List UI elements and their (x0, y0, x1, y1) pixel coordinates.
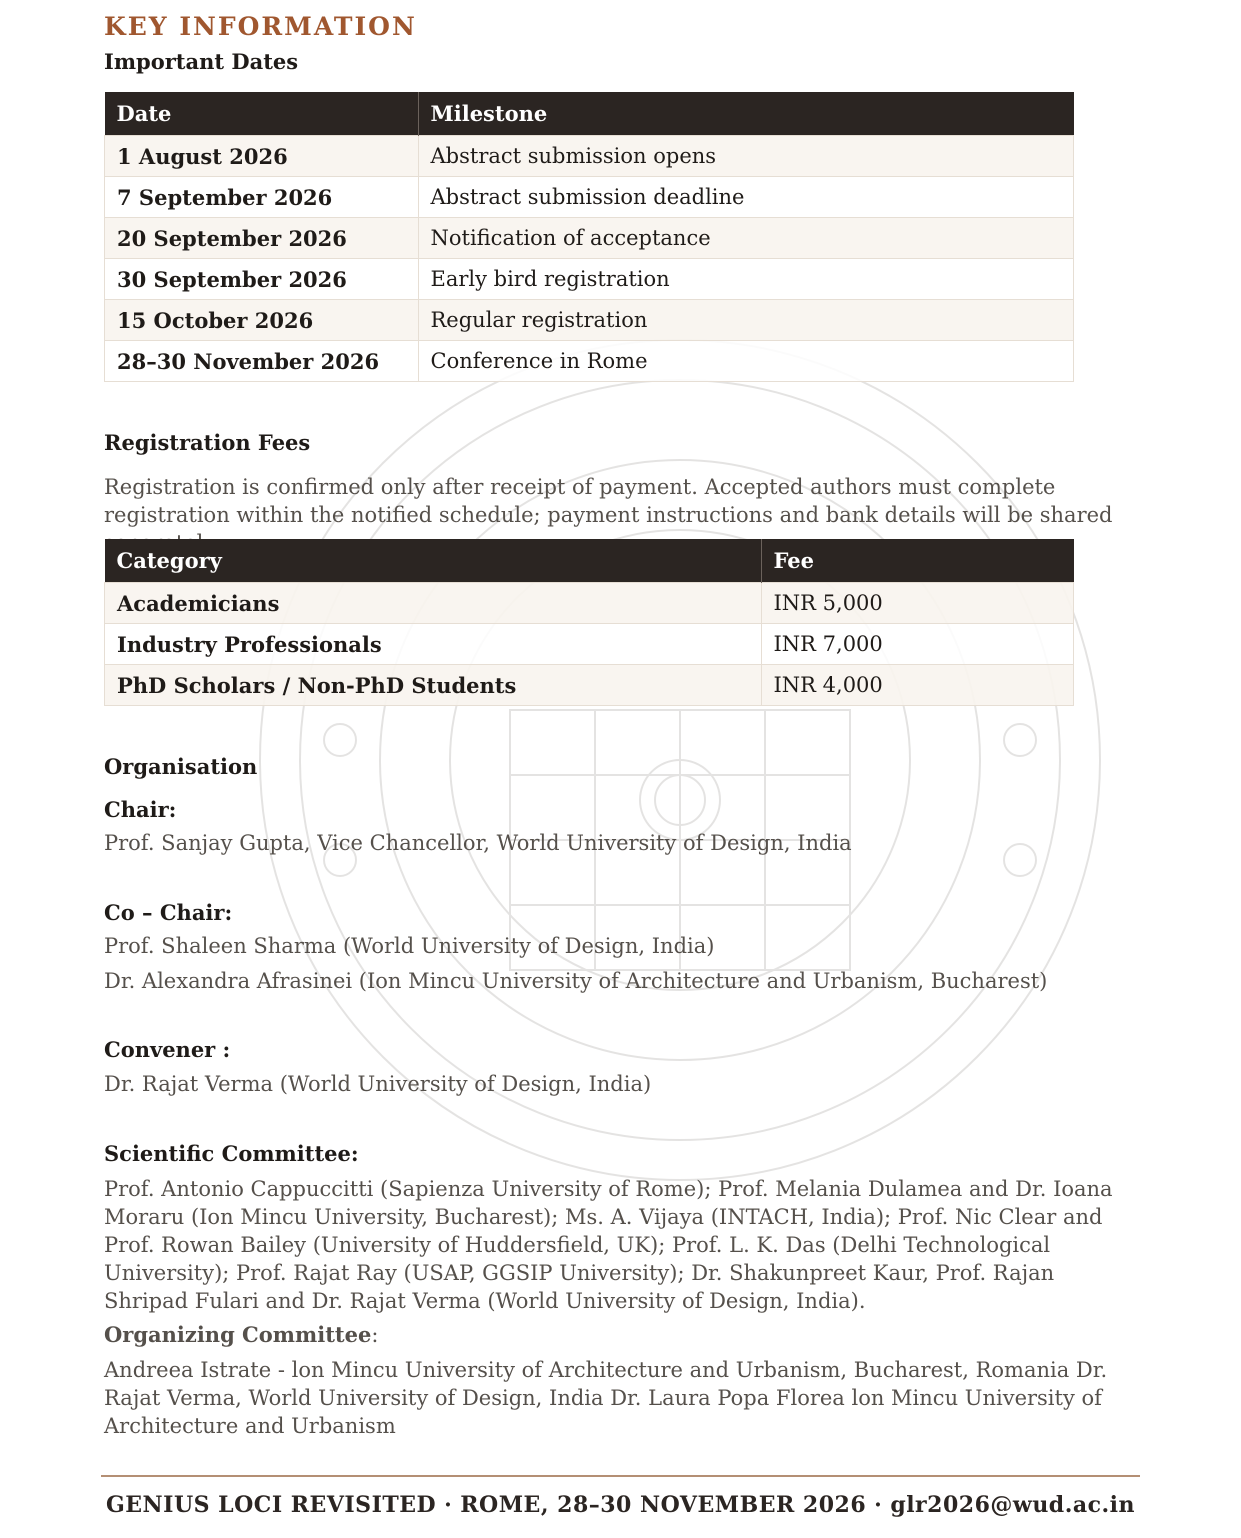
registration-fees-heading: Registration Fees (104, 430, 311, 455)
organizing-committee-label (104, 1322, 378, 1347)
column-header-category: Category (105, 539, 762, 583)
category-cell: Industry Professionals (105, 624, 762, 665)
footer-divider (101, 1475, 1140, 1477)
footer-place-date: ROME, 28–30 NOVEMBER 2026 (460, 1492, 867, 1518)
organizing-committee-colon: : (371, 1323, 379, 1347)
footer-event-name: GENIUS LOCI REVISITED (105, 1492, 437, 1518)
scientific-committee-label: Scientific Committee: (104, 1141, 359, 1166)
category-cell: PhD Scholars / Non-PhD Students (105, 665, 762, 706)
milestone-cell: Abstract submission opens (418, 136, 1074, 177)
chair-name: Prof. Sanjay Gupta, Vice Chancellor, World University of Design, India (104, 831, 852, 855)
column-header-date: Date (105, 92, 419, 136)
fee-cell: INR 5,000 (761, 583, 1074, 624)
table-row (105, 583, 1074, 624)
co-chair-name: Prof. Shaleen Sharma (World University of Design, India) (104, 934, 715, 958)
fee-cell: INR 4,000 (761, 665, 1074, 706)
convener-label: Convener : (104, 1037, 231, 1062)
date-cell: 7 September 2026 (105, 177, 419, 218)
scientific-committee-text: Prof. Antonio Cappuccitti (Sapienza University of Rome); Prof. Melania Dulamea and Dr. Ioana Moraru (Ion Mincu University, Bucharest); Ms. A. Vijaya (INTACH, India); Prof. Nic Clear and Prof. Rowan Bailey (University of Huddersfield, UK); Prof. L. K. Das (Delhi Technological University); Prof. Rajat Ray (USAP, GGSIP University); Dr. Shakunpreet Kaur, Prof. Rajan Shripad Fulari and Dr. Rajat Verma (World University of Design, India). (104, 1177, 1113, 1313)
co-chair-name: Dr. Alexandra Afrasinei (Ion Mincu University of Architecture and Urbanism, Bucharest) (104, 969, 1048, 993)
footer-separator: · (444, 1492, 453, 1518)
date-cell: 28–30 November 2026 (105, 341, 419, 382)
fee-cell: INR 7,000 (761, 624, 1074, 665)
milestone-cell: Conference in Rome (418, 341, 1074, 382)
table-row (105, 136, 1074, 177)
table-row (105, 177, 1074, 218)
registration-fees-table (104, 539, 1074, 706)
organizing-committee-title: Organizing Committee (104, 1322, 372, 1347)
registration-intro-text: Registration is confirmed only after receipt of payment. Accepted authors must complete registration within the notified schedule; payment instructions and bank details will be shared (104, 475, 1113, 527)
important-dates-heading: Important Dates (104, 49, 299, 74)
milestone-cell: Abstract submission deadline (418, 177, 1074, 218)
milestone-cell: Regular registration (418, 300, 1074, 341)
chair-label: Chair: (104, 797, 177, 822)
organizing-committee-text: Andreea Istrate - lon Mincu University of Architecture and Urbanism, Bucharest, Romania Dr. Rajat Verma, World University of Design, India Dr. Laura Popa Florea lon Mincu University of Architecture and Urbanism (104, 1358, 1108, 1438)
table-row (105, 218, 1074, 259)
date-cell: 20 September 2026 (105, 218, 419, 259)
co-chair-label: Co – Chair: (104, 900, 233, 925)
date-cell: 15 October 2026 (105, 300, 419, 341)
table-header-row (105, 539, 1074, 583)
footer (0, 1492, 1241, 1518)
category-cell: Academicians (105, 583, 762, 624)
table-row (105, 300, 1074, 341)
table-row (105, 259, 1074, 300)
date-cell: 1 August 2026 (105, 136, 419, 177)
organisation-heading: Organisation (104, 754, 258, 779)
key-information-heading: KEY INFORMATION (104, 12, 417, 41)
column-header-fee: Fee (761, 539, 1074, 583)
milestone-cell: Early bird registration (418, 259, 1074, 300)
milestone-cell: Notification of acceptance (418, 218, 1074, 259)
table-row (105, 665, 1074, 706)
important-dates-table (104, 92, 1074, 382)
date-cell: 30 September 2026 (105, 259, 419, 300)
footer-separator: · (874, 1492, 883, 1518)
table-row (105, 341, 1074, 382)
table-header-row (105, 92, 1074, 136)
university-seal-watermark (250, 330, 1110, 1190)
table-row (105, 624, 1074, 665)
footer-email-link[interactable]: glr2026@wud.ac.in (890, 1492, 1136, 1518)
column-header-milestone: Milestone (418, 92, 1074, 136)
convener-name: Dr. Rajat Verma (World University of Design, India) (104, 1072, 652, 1096)
